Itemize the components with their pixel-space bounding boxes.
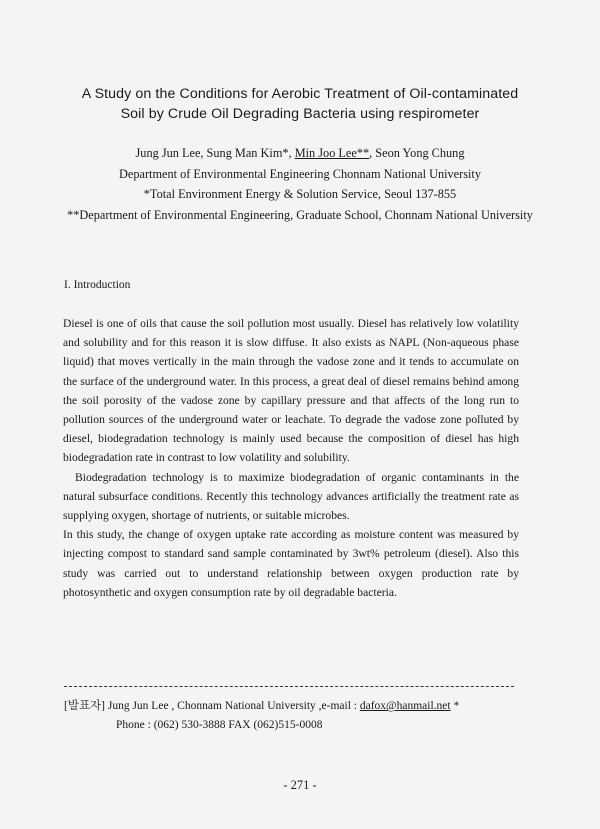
author-names: [60, 143, 540, 164]
affiliation-1: Department of Environmental Engineering Chonnam National University: [119, 166, 481, 181]
footnote-mark: *: [450, 700, 460, 712]
presenter-info: [발표자] Jung Jun Lee , Chonnam National University ,e-mail :: [64, 700, 360, 712]
paragraph-3: In this study, the change of oxygen uptake rate according as moisture content was measured by injecting compost to standard sand sample contaminated by 3wt% petroleum (diesel). Also this study was carried out to understand relationship between oxygen production rate by photosynthetic and oxygen consumption rate by oil degradable bacteria.: [63, 528, 519, 599]
page-number: - 271 -: [283, 778, 317, 792]
title-line-1: A Study on the Conditions for Aerobic Treatment of Oil-contaminated: [81, 86, 519, 102]
body-text: [63, 314, 519, 602]
presenting-author: Min Joo Lee**: [294, 146, 370, 160]
authors-suffix: , Seon Yong Chung: [369, 146, 465, 160]
paragraph-2: Biodegradation technology is to maximize biodegradation of organic contaminants in the natural subsurface conditions. Recently this technology advances artificially the treatment rate as supplying oxygen, shortage of nutrients, or suitable microbes.: [63, 470, 519, 523]
section-heading: I. Introduction: [64, 279, 131, 291]
title-line-2: Soil by Crude Oil Degrading Bacteria using respirometer: [120, 106, 480, 122]
affiliation-3: **Department of Environmental Engineering, Graduate School, Chonnam National University: [67, 207, 533, 222]
paper-title: [40, 84, 560, 124]
author-block: [60, 143, 540, 225]
authors-prefix: Jung Jun Lee, Sung Man Kim*,: [135, 146, 295, 160]
presenter-line: [64, 697, 524, 716]
footnote-divider: [64, 686, 514, 687]
phone-fax-line: Phone : (062) 530-3888 FAX (062)515-0008: [116, 719, 323, 731]
email-link[interactable]: dafox@hanmail.net: [359, 700, 451, 712]
footnote: [64, 697, 524, 735]
affiliation-2: *Total Environment Energy & Solution Service, Seoul 137-855: [143, 187, 457, 201]
paragraph-1: Diesel is one of oils that cause the soil pollution most usually. Diesel has relatively low volatility and solubility and for this reason it is slow diffuse. It also exists as NAPL (Non-aqueous phase liquid) that moves vertically in the main through the vadose zone and it tends to accumulate on the surface of the underground water. In this process, a great deal of diesel remains behind among the soil porosity of the vadose zone by capillary pressure and that affects of the long run to pollution sources of the underground water or leachate. To degrade the vadose zone polluted by diesel, biodegradation technology is mainly used because the composition of diesel has high biodegradation rate in contrast to low volatility and solubility.: [63, 317, 519, 465]
